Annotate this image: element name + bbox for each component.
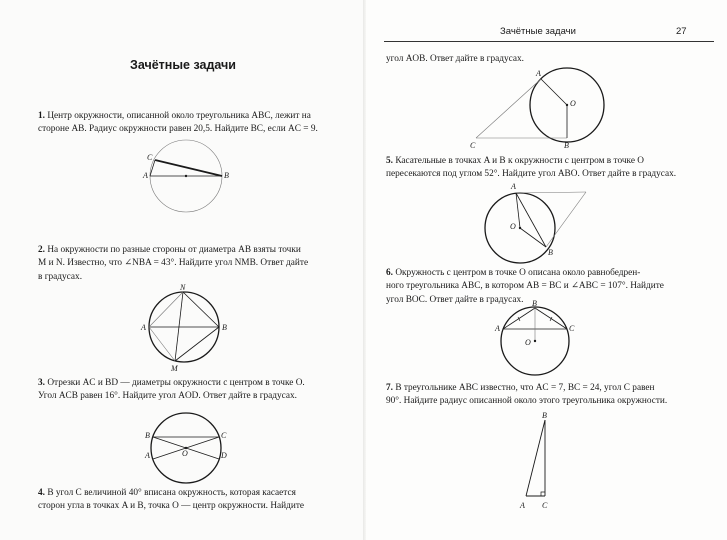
problem-text-line: Центр окружности, описанной около треугольника ABC, лежит на: [47, 111, 311, 121]
label-c: C: [542, 501, 548, 510]
page-number: 27: [676, 26, 687, 37]
problem-text-line: Отрезки AC и BD — диаметры окружности с центром в точке O.: [47, 378, 305, 388]
label-b: B: [222, 323, 227, 332]
problem-text-line: стороне AB. Радиус окружности равен 20,5. Найдите BC, если AC = 9.: [38, 124, 318, 135]
radius-ob: [520, 228, 546, 247]
label-a: A: [141, 323, 146, 332]
figure-6: [491, 298, 581, 373]
problem-4: [38, 487, 338, 514]
figure-7: [514, 408, 564, 513]
label-o: O: [182, 449, 188, 458]
label-b: B: [532, 299, 537, 308]
problem-text-line: В треугольнике ABC известно, что AC = 7, BC = 24, угол C равен: [395, 383, 655, 393]
label-a: A: [495, 324, 500, 333]
problem-text-line: Угол ACB равен 16°. Найдите угол AOD. Ответ дайте в градусах.: [38, 391, 298, 402]
running-header: Зачётные задачи: [500, 26, 576, 37]
center-point: [185, 175, 187, 177]
label-c: C: [569, 324, 575, 333]
problem-text-line: Касательные в точках A и B к окружности с центром в точке O: [395, 156, 644, 166]
problem-number: 6.: [386, 268, 393, 278]
problem-text-line: В угол C величиной 40° вписана окружность, которая касается: [47, 488, 296, 498]
segment-cb: [155, 160, 222, 176]
figure-5: [476, 182, 606, 264]
header-rule: [384, 41, 714, 42]
problem-text-line: в градусах.: [38, 271, 83, 282]
label-a: A: [143, 171, 148, 180]
label-a: A: [520, 501, 525, 510]
problem-number: 1.: [38, 111, 45, 121]
label-a: A: [145, 451, 150, 460]
problem-number: 2.: [38, 245, 45, 255]
problem-text-line: ного треугольника ABC, в котором AB = BC и ∠ABC = 107°. Найдите: [386, 281, 664, 292]
label-b: B: [145, 431, 150, 440]
figure-4: [466, 68, 616, 150]
problem-5: [386, 155, 708, 182]
problem-text-line: угол BOC. Ответ дайте в градусах.: [386, 294, 524, 305]
figure-1: [140, 140, 240, 215]
problem-2: [38, 244, 338, 284]
tangent-ca: [476, 79, 541, 138]
problem-3: [38, 377, 338, 404]
right-angle-mark: [541, 492, 545, 496]
figure-3: [140, 410, 240, 490]
label-m: M: [171, 364, 178, 373]
problem-text-line: пересекаются под углом 52°. Найдите угол ABO. Ответ дайте в градусах.: [386, 169, 677, 180]
problem-number: 7.: [386, 383, 393, 393]
label-b: B: [564, 141, 569, 150]
problem-7: [386, 382, 708, 409]
center-point: [519, 227, 521, 229]
page-title: Зачётные задачи: [130, 58, 236, 72]
label-o: O: [570, 99, 576, 108]
label-n: N: [180, 283, 186, 292]
label-c: C: [221, 431, 227, 440]
label-a: A: [511, 182, 516, 191]
label-b: B: [224, 171, 229, 180]
label-b: B: [542, 411, 547, 420]
problem-number: 5.: [386, 156, 393, 166]
segment-nm: [175, 292, 183, 361]
problem-text-line: M и N. Известно, что ∠NBA = 43°. Найдите угол NMB. Ответ дайте: [38, 258, 309, 269]
problem-number: 4.: [38, 488, 45, 498]
problem-4-continuation: [386, 53, 706, 66]
problem-number: 3.: [38, 378, 45, 388]
problem-text-line: 90°. Найдите радиус описанной около этого треугольника окружности.: [386, 396, 668, 407]
figure-2: [140, 282, 240, 372]
label-c: C: [147, 153, 153, 162]
segment-mb: [175, 327, 219, 361]
problem-text-line: Окружность с центром в точке O описана около равнобедрен-: [395, 268, 641, 278]
tangent-b: [546, 192, 586, 247]
right-page: [366, 0, 727, 540]
label-d: D: [221, 451, 227, 460]
problem-1: [38, 110, 338, 137]
label-o: O: [510, 222, 516, 231]
problem-text-line: сторон угла в точках A и B, точка O — центр окружности. Найдите: [38, 501, 305, 512]
side-ab: [526, 420, 545, 496]
radius-oa: [516, 193, 520, 228]
tangent-a: [516, 192, 586, 193]
problem-text-line: На окружности по разные стороны от диаметра AB взяты точки: [47, 245, 301, 255]
radius-oa: [541, 79, 567, 105]
label-a: A: [536, 69, 541, 78]
center-point: [534, 340, 536, 342]
center-point: [566, 104, 568, 106]
label-b: B: [548, 248, 553, 257]
label-c: C: [470, 141, 476, 150]
label-o: O: [525, 338, 531, 347]
problem-text-line: угол AOB. Ответ дайте в градусах.: [386, 54, 524, 64]
